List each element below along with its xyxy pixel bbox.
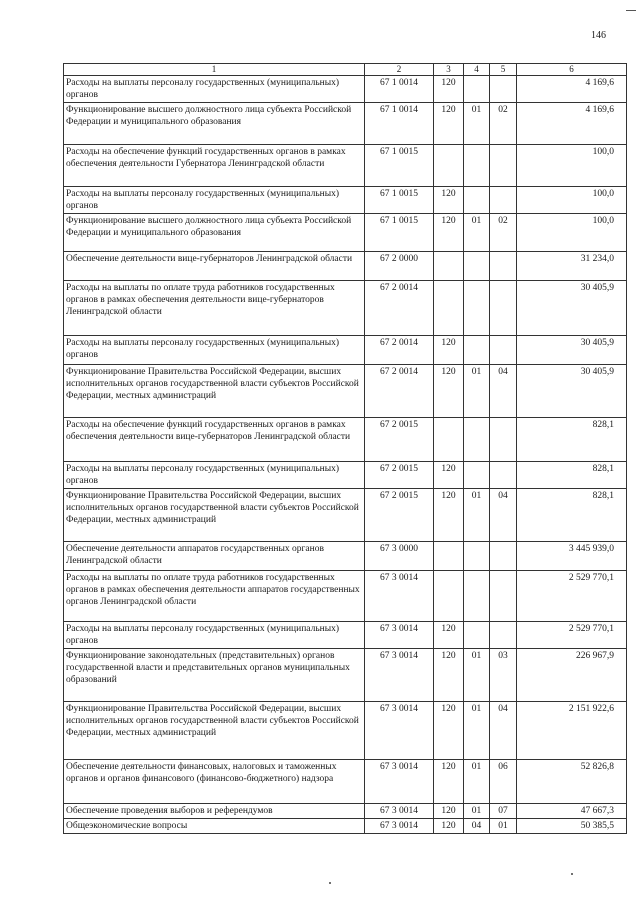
cell-rz — [464, 462, 490, 489]
cell-csr: 67 1 0014 — [365, 103, 434, 145]
cell-name: Функционирование высшего должностного лица субъекта Российской Федерации и муниципального образования — [64, 103, 365, 145]
cell-csr: 67 3 0014 — [365, 804, 434, 819]
cell-csr: 67 2 0015 — [365, 418, 434, 462]
cell-vr: 120 — [434, 489, 464, 542]
cell-vr — [434, 542, 464, 571]
table-row — [64, 145, 627, 187]
cell-vr: 120 — [434, 622, 464, 649]
table-row — [64, 365, 627, 418]
cell-rz: 04 — [464, 819, 490, 834]
table-row — [64, 103, 627, 145]
cell-sum: 47 667,3 — [517, 804, 627, 819]
table-row — [64, 649, 627, 702]
cell-vr: 120 — [434, 462, 464, 489]
cell-name: Функционирование Правительства Российской Федерации, высших исполнительных органов государственной власти субъектов Российской Федерации, местных администраций — [64, 489, 365, 542]
cell-sum: 30 405,9 — [517, 336, 627, 365]
header-row — [64, 64, 627, 76]
cell-vr — [434, 252, 464, 281]
cell-csr: 67 3 0014 — [365, 571, 434, 622]
cell-rz — [464, 145, 490, 187]
cell-rz — [464, 336, 490, 365]
cell-csr: 67 2 0014 — [365, 365, 434, 418]
cell-rz — [464, 76, 490, 103]
cell-pr — [490, 571, 517, 622]
cell-sum: 30 405,9 — [517, 365, 627, 418]
cell-name: Расходы на выплаты персоналу государственных (муниципальных) органов — [64, 76, 365, 103]
cell-pr: 04 — [490, 489, 517, 542]
header-col-5: 5 — [490, 64, 517, 76]
budget-table — [63, 63, 627, 834]
cell-sum: 52 826,8 — [517, 760, 627, 804]
cell-sum: 226 967,9 — [517, 649, 627, 702]
cell-csr: 67 3 0014 — [365, 760, 434, 804]
cell-name: Расходы на выплаты персоналу государственных (муниципальных) органов — [64, 187, 365, 214]
cell-name: Расходы на обеспечение функций государственных органов в рамках обеспечения деятельности Губернатора Ленинградской области — [64, 145, 365, 187]
table-row — [64, 819, 627, 834]
cell-name: Расходы на выплаты по оплате труда работников государственных органов в рамках обеспечения деятельности вице-губернаторов Ленинградской области — [64, 281, 365, 336]
corner-mark — [626, 10, 636, 11]
cell-csr: 67 3 0014 — [365, 702, 434, 760]
cell-pr: 02 — [490, 214, 517, 252]
cell-csr: 67 2 0000 — [365, 252, 434, 281]
cell-vr: 120 — [434, 103, 464, 145]
cell-name: Обеспечение деятельности вице-губернаторов Ленинградской области — [64, 252, 365, 281]
cell-rz: 01 — [464, 103, 490, 145]
cell-pr — [490, 336, 517, 365]
cell-rz — [464, 252, 490, 281]
cell-sum: 100,0 — [517, 214, 627, 252]
header-col-2: 2 — [365, 64, 434, 76]
cell-vr: 120 — [434, 702, 464, 760]
cell-name: Функционирование Правительства Российской Федерации, высших исполнительных органов государственной власти субъектов Российской Федерации, местных администраций — [64, 365, 365, 418]
cell-csr: 67 3 0014 — [365, 622, 434, 649]
cell-vr: 120 — [434, 336, 464, 365]
cell-sum: 2 151 922,6 — [517, 702, 627, 760]
table-row — [64, 489, 627, 542]
cell-vr — [434, 281, 464, 336]
cell-sum: 30 405,9 — [517, 281, 627, 336]
table-row — [64, 622, 627, 649]
cell-csr: 67 1 0014 — [365, 76, 434, 103]
table-row — [64, 76, 627, 103]
cell-name: Общеэкономические вопросы — [64, 819, 365, 834]
table-row — [64, 571, 627, 622]
cell-sum: 828,1 — [517, 418, 627, 462]
cell-csr: 67 2 0015 — [365, 489, 434, 542]
header-col-3: 3 — [434, 64, 464, 76]
cell-sum: 828,1 — [517, 462, 627, 489]
cell-rz: 01 — [464, 365, 490, 418]
cell-pr: 03 — [490, 649, 517, 702]
cell-name: Расходы на выплаты персоналу государственных (муниципальных) органов — [64, 462, 365, 489]
cell-vr: 120 — [434, 187, 464, 214]
header-col-1: 1 — [64, 64, 365, 76]
table-row — [64, 542, 627, 571]
cell-csr: 67 3 0014 — [365, 649, 434, 702]
cell-rz: 01 — [464, 214, 490, 252]
cell-vr: 120 — [434, 76, 464, 103]
cell-pr — [490, 418, 517, 462]
header-col-4: 4 — [464, 64, 490, 76]
cell-pr — [490, 622, 517, 649]
cell-csr: 67 3 0014 — [365, 819, 434, 834]
cell-name: Функционирование высшего должностного лица субъекта Российской Федерации и муниципального образования — [64, 214, 365, 252]
cell-vr — [434, 418, 464, 462]
cell-sum: 31 234,0 — [517, 252, 627, 281]
scan-speck — [329, 882, 331, 884]
cell-csr: 67 1 0015 — [365, 214, 434, 252]
cell-vr: 120 — [434, 804, 464, 819]
cell-sum: 4 169,6 — [517, 103, 627, 145]
cell-vr: 120 — [434, 649, 464, 702]
cell-vr — [434, 145, 464, 187]
cell-sum: 828,1 — [517, 489, 627, 542]
cell-rz — [464, 281, 490, 336]
cell-pr — [490, 281, 517, 336]
cell-pr — [490, 252, 517, 281]
cell-sum: 4 169,6 — [517, 76, 627, 103]
cell-rz — [464, 418, 490, 462]
table-row — [64, 252, 627, 281]
cell-rz: 01 — [464, 804, 490, 819]
table-row — [64, 214, 627, 252]
cell-sum: 3 445 939,0 — [517, 542, 627, 571]
cell-pr: 04 — [490, 702, 517, 760]
table-row — [64, 187, 627, 214]
cell-sum: 2 529 770,1 — [517, 622, 627, 649]
cell-sum: 100,0 — [517, 187, 627, 214]
cell-vr — [434, 571, 464, 622]
cell-vr: 120 — [434, 760, 464, 804]
cell-vr: 120 — [434, 819, 464, 834]
cell-rz: 01 — [464, 760, 490, 804]
table-row — [64, 418, 627, 462]
cell-pr — [490, 462, 517, 489]
cell-csr: 67 1 0015 — [365, 145, 434, 187]
cell-pr: 01 — [490, 819, 517, 834]
cell-csr: 67 2 0014 — [365, 281, 434, 336]
table-row — [64, 281, 627, 336]
cell-name: Расходы на обеспечение функций государственных органов в рамках обеспечения деятельности вице-губернаторов Ленинградской области — [64, 418, 365, 462]
cell-csr: 67 2 0015 — [365, 462, 434, 489]
cell-name: Функционирование законодательных (представительных) органов государственной власти и представительных органов муниципальных образований — [64, 649, 365, 702]
cell-pr: 06 — [490, 760, 517, 804]
cell-name: Расходы на выплаты персоналу государственных (муниципальных) органов — [64, 622, 365, 649]
cell-rz — [464, 571, 490, 622]
table-row — [64, 336, 627, 365]
cell-pr: 04 — [490, 365, 517, 418]
cell-name: Обеспечение деятельности финансовых, налоговых и таможенных органов и органов финансового (финансово-бюджетного) надзора — [64, 760, 365, 804]
cell-name: Расходы на выплаты персоналу государственных (муниципальных) органов — [64, 336, 365, 365]
table-row — [64, 804, 627, 819]
cell-vr: 120 — [434, 365, 464, 418]
cell-name: Расходы на выплаты по оплате труда работников государственных органов в рамках обеспечения деятельности аппаратов государственных органов Ленинградской области — [64, 571, 365, 622]
cell-rz: 01 — [464, 489, 490, 542]
cell-sum: 50 385,5 — [517, 819, 627, 834]
cell-rz — [464, 542, 490, 571]
cell-vr: 120 — [434, 214, 464, 252]
scan-speck — [571, 873, 573, 875]
cell-csr: 67 1 0015 — [365, 187, 434, 214]
cell-sum: 2 529 770,1 — [517, 571, 627, 622]
header-col-6: 6 — [517, 64, 627, 76]
cell-csr: 67 3 0000 — [365, 542, 434, 571]
cell-rz: 01 — [464, 702, 490, 760]
cell-pr: 07 — [490, 804, 517, 819]
table-row — [64, 462, 627, 489]
table-row — [64, 760, 627, 804]
cell-name: Обеспечение деятельности аппаратов государственных органов Ленинградской области — [64, 542, 365, 571]
cell-pr — [490, 145, 517, 187]
cell-rz: 01 — [464, 649, 490, 702]
page-number: 146 — [591, 30, 606, 41]
cell-name: Функционирование Правительства Российской Федерации, высших исполнительных органов государственной власти субъектов Российской Федерации, местных администраций — [64, 702, 365, 760]
cell-sum: 100,0 — [517, 145, 627, 187]
cell-rz — [464, 187, 490, 214]
table-row — [64, 702, 627, 760]
cell-csr: 67 2 0014 — [365, 336, 434, 365]
cell-rz — [464, 622, 490, 649]
cell-pr — [490, 187, 517, 214]
cell-pr — [490, 542, 517, 571]
cell-name: Обеспечение проведения выборов и референдумов — [64, 804, 365, 819]
cell-pr — [490, 76, 517, 103]
cell-pr: 02 — [490, 103, 517, 145]
